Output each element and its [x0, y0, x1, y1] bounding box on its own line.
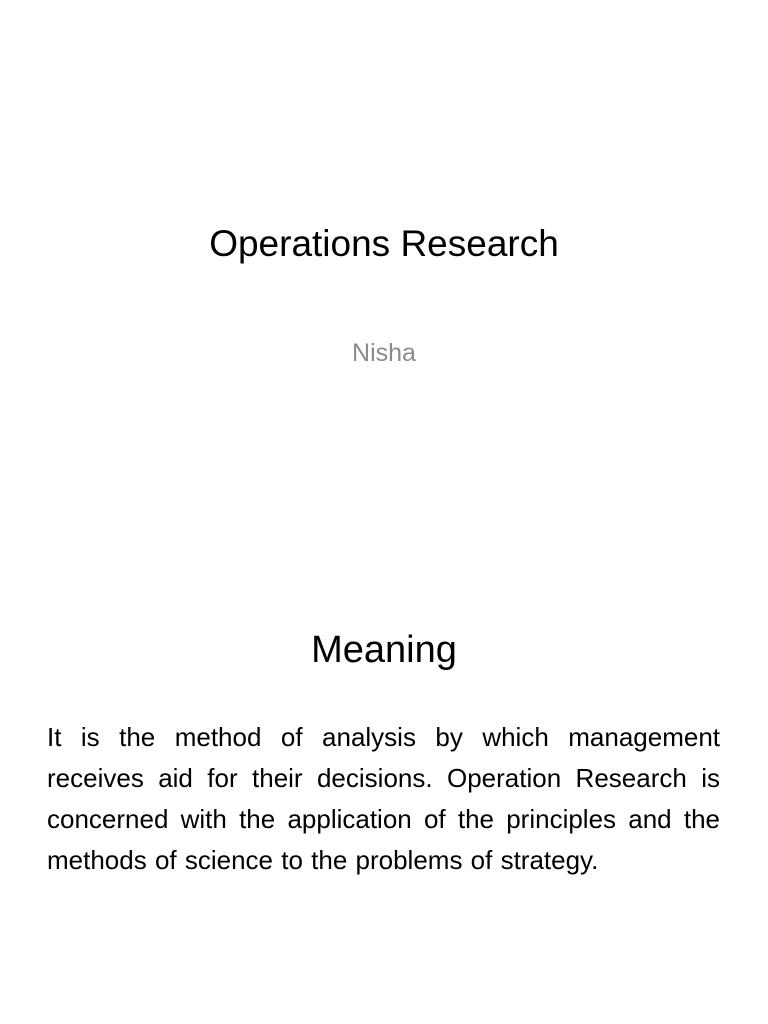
slide-subtitle-author: Nisha	[352, 339, 416, 367]
slide-body-text: It is the method of analysis by which management receives aid for their decisions. Operation Research is concerned with the application of the principles and the methods of science to the problems of strategy.	[47, 722, 720, 875]
slide-title: Operations Research	[209, 223, 559, 264]
slide-heading: Meaning	[311, 629, 457, 671]
content-slide-meaning	[0, 512, 768, 1024]
